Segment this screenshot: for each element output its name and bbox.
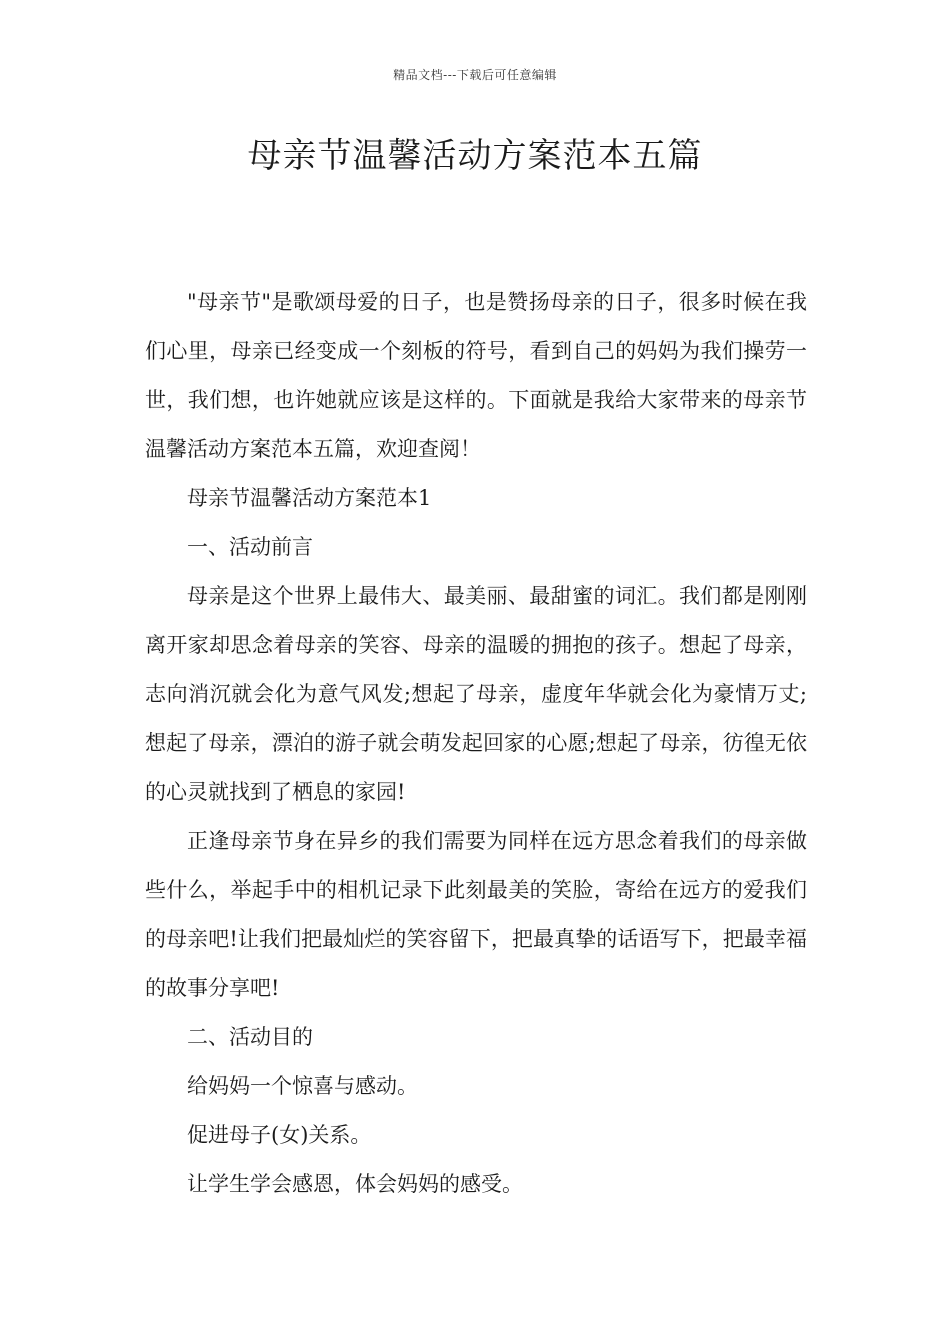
header-note: 精品文档---下载后可任意编辑 (393, 68, 557, 82)
purpose-item-3: 让学生学会感恩，体会妈妈的感受。 (187, 1172, 523, 1196)
document-title: 母亲节温馨活动方案范本五篇 (247, 136, 703, 176)
heading-activity-preface: 一、活动前言 (187, 535, 313, 559)
intro-paragraph: "母亲节"是歌颂母爱的日子，也是赞扬母亲的日子，很多时候在我们心里，母亲已经变成一个刻板的符号，看到自己的妈妈为我们操劳一世，我们想，也许她就应该是这样的。下面就是我给大家带来的母亲节温馨活动方案范本五篇，欢迎查阅！ (145, 290, 807, 461)
preface-paragraph: 母亲是这个世界上最伟大、最美丽、最甜蜜的词汇。我们都是刚刚离开家却思念着母亲的笑容、母亲的温暖的拥抱的孩子。想起了母亲，志向消沉就会化为意气风发;想起了母亲，虚度年华就会化为豪情万丈;想起了母亲，漂泊的游子就会萌发起回家的心愿;想起了母亲，彷徨无依的心灵就找到了栖息的家园! (145, 584, 807, 804)
heading-activity-purpose: 二、活动目的 (187, 1025, 313, 1049)
mothers-day-paragraph: 正逢母亲节身在异乡的我们需要为同样在远方思念着我们的母亲做些什么，举起手中的相机记录下此刻最美的笑脸，寄给在远方的爱我们的母亲吧!让我们把最灿烂的笑容留下，把最真挚的话语写下，把最幸福的故事分享吧! (145, 829, 807, 1000)
purpose-item-2: 促进母子(女)关系。 (187, 1123, 372, 1147)
purpose-item-1: 给妈妈一个惊喜与感动。 (187, 1074, 418, 1098)
section-heading-plan-1: 母亲节温馨活动方案范本1 (187, 486, 432, 510)
document-body (145, 278, 807, 1209)
